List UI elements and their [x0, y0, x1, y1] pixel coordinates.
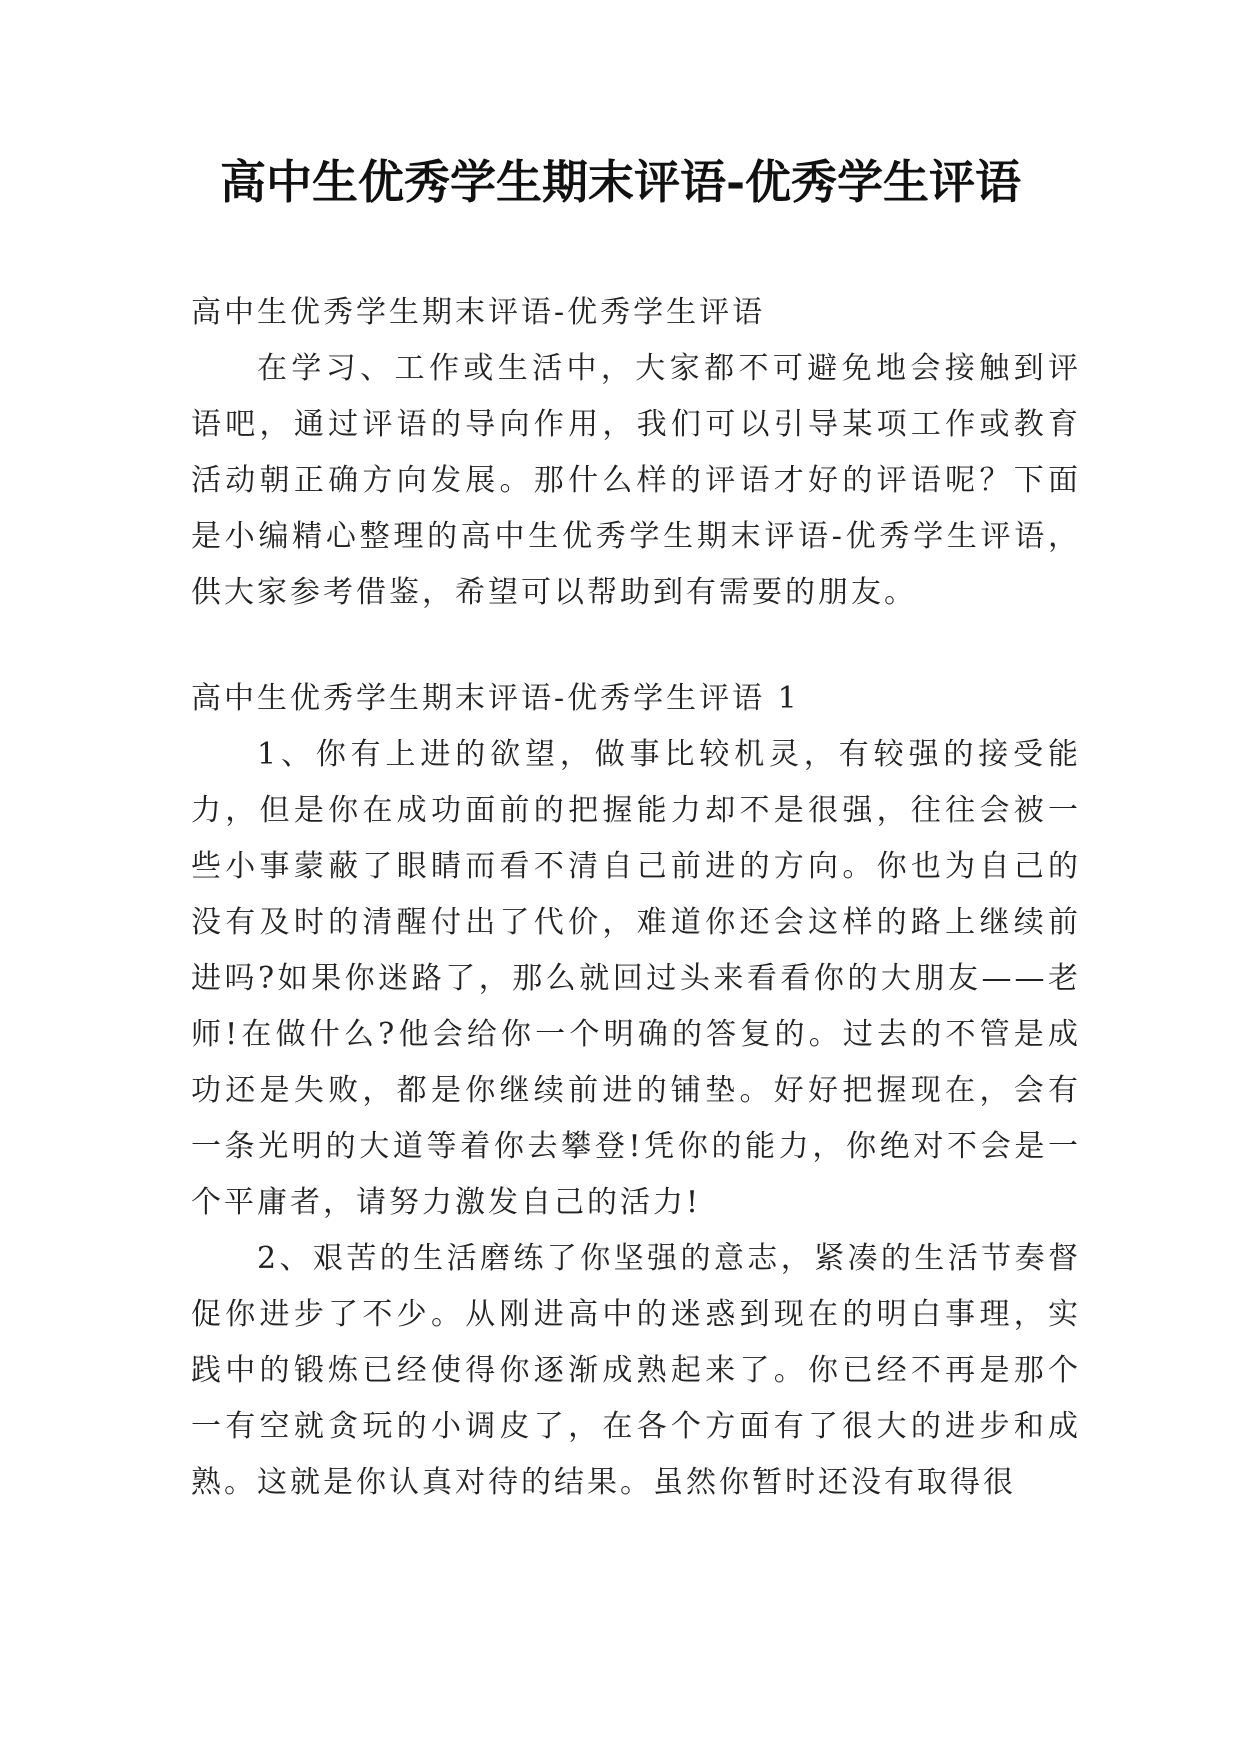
document-body — [191, 285, 1081, 1511]
intro-paragraph: 在学习、工作或生活中，大家都不可避免地会接触到评语吧，通过评语的导向作用，我们可以引导某项工作或教育活动朝正确方向发展。那什么样的评语才好的评语呢？下面是小编精心整理的高中生优秀学生期末评语-优秀学生评语，供大家参考借鉴，希望可以帮助到有需要的朋友。 — [191, 351, 1081, 610]
comment-paragraph-1: 1、你有上进的欲望，做事比较机灵，有较强的接受能力，但是你在成功面前的把握能力却不是很强，往往会被一些小事蒙蔽了眼睛而看不清自己前进的方向。你也为自己的没有及时的清醒付出了代价，难道你还会这样的路上继续前进吗?如果你迷路了，那么就回过头来看看你的大朋友——老师!在做什么?他会给你一个明确的答复的。过去的不管是成功还是失败，都是你继续前进的铺垫。好好把握现在，会有一条光明的大道等着你去攀登!凭你的能力，你绝对不会是一个平庸者，请努力激发自己的活力! — [191, 737, 1081, 1220]
section-spacer — [191, 621, 1081, 671]
section-heading: 高中生优秀学生期末评语-优秀学生评语 1 — [191, 681, 800, 716]
document-title: 高中生优秀学生期末评语-优秀学生评语 — [219, 155, 1022, 209]
comment-paragraph-2: 2、艰苦的生活磨练了你坚强的意志，紧凑的生活节奏督促你进步了不少。从刚进高中的迷惑到现在的明白事理，实践中的锻炼已经使得你逐渐成熟起来了。你已经不再是那个一有空就贪玩的小调皮了，在各个方面有了很大的进步和成熟。这就是你认真对待的结果。虽然你暂时还没有取得很 — [191, 1241, 1081, 1500]
intro-heading: 高中生优秀学生期末评语-优秀学生评语 — [191, 295, 766, 330]
